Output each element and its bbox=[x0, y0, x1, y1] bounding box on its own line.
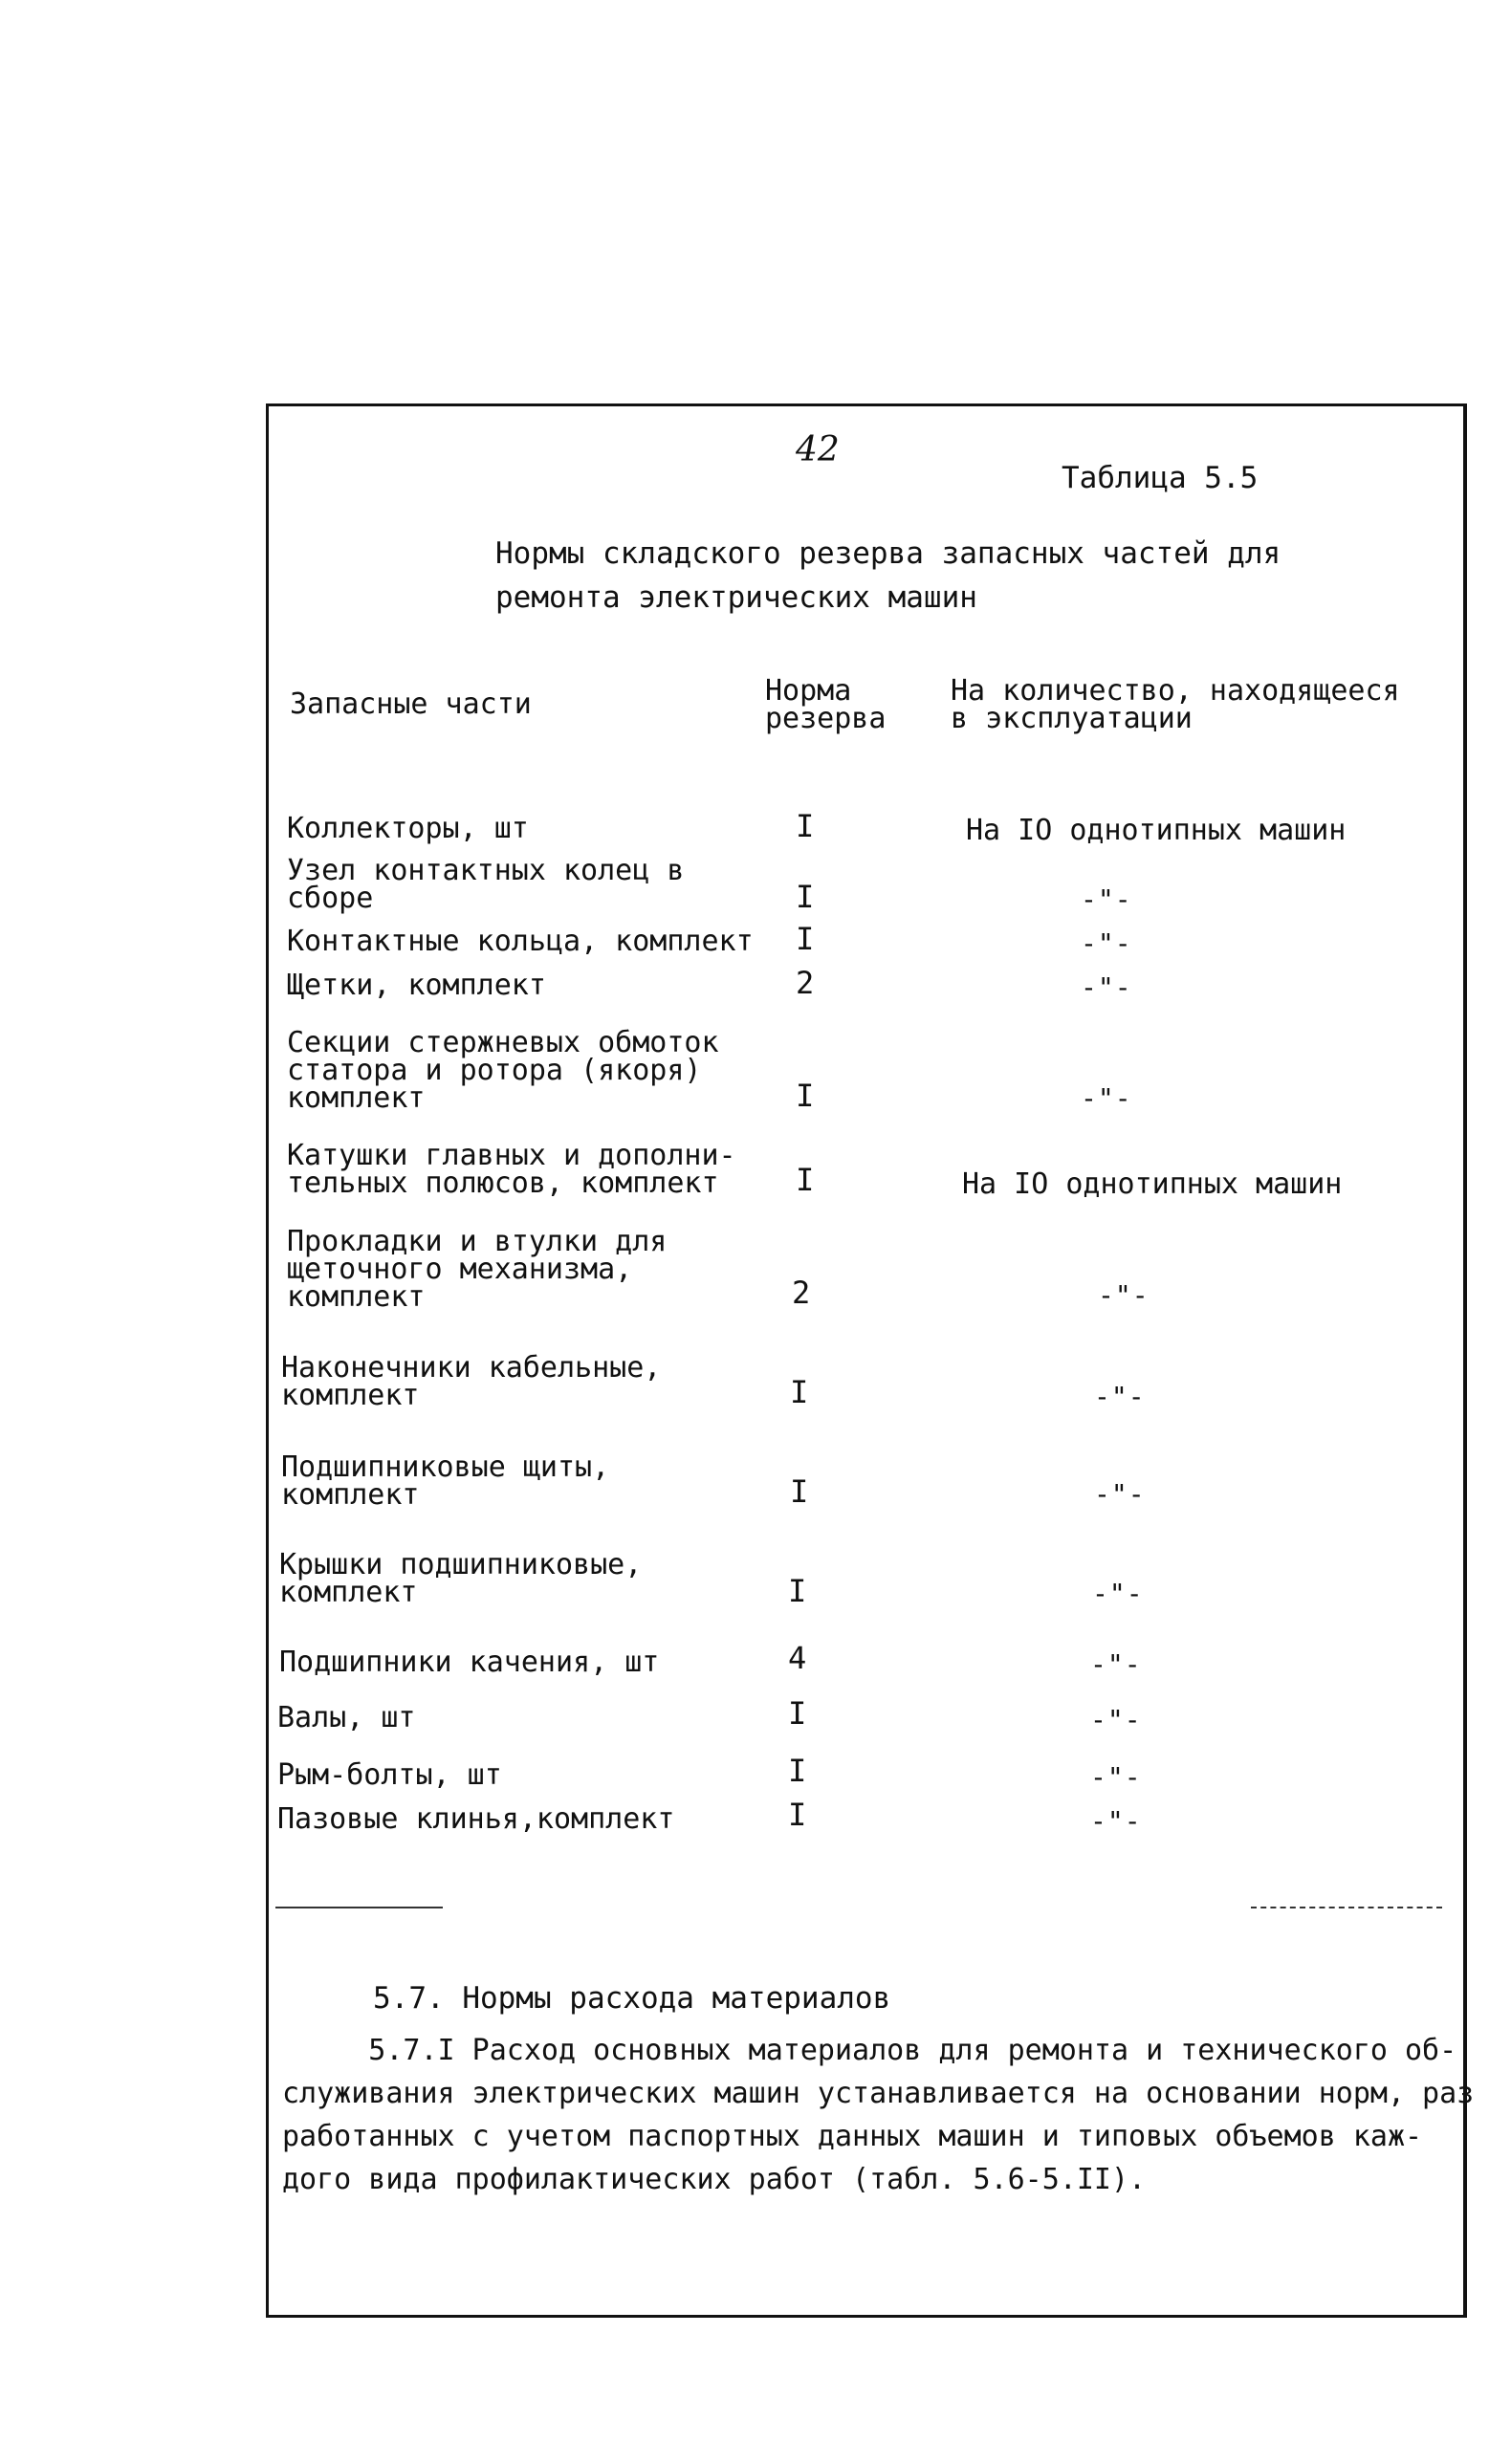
header-quantity: На количество, находящееся в эксплуатации bbox=[951, 674, 1400, 735]
part-name: Коллекторы, шт bbox=[287, 812, 529, 845]
qty-value: -"- bbox=[1081, 883, 1132, 915]
part-name: Секции стержневых обмоток статора и ротора (якоря) комплект bbox=[287, 1026, 719, 1115]
page-number: 42 bbox=[796, 430, 840, 469]
qty-value: -"- bbox=[1094, 1381, 1146, 1412]
part-name: Крышки подшипниковые, комплект bbox=[279, 1548, 643, 1609]
table-bottom-rule-right bbox=[1251, 1907, 1442, 1908]
norm-value: 2 bbox=[792, 1275, 811, 1311]
norm-value: I bbox=[796, 921, 815, 957]
part-name: Контактные кольца, комплект bbox=[287, 925, 754, 958]
header-parts: Запасные части bbox=[290, 687, 532, 721]
part-name: Рым-болты, шт bbox=[277, 1758, 502, 1792]
norm-value: 4 bbox=[788, 1640, 807, 1676]
table-title: Нормы складского резерва запасных частей для ремонта электрических машин bbox=[495, 536, 1281, 615]
norm-value: I bbox=[796, 879, 815, 915]
norm-value: I bbox=[796, 1078, 815, 1114]
part-name: Наконечники кабельные, комплект bbox=[281, 1351, 662, 1412]
qty-value: На IO однотипных машин bbox=[966, 814, 1347, 847]
qty-value: -"- bbox=[1081, 971, 1132, 1003]
part-name: Катушки главных и дополни- тельных полюсов, комплект bbox=[287, 1139, 736, 1200]
body-paragraph: 5.7.I Расход основных материалов для ремонта и технического об- служивания электрических машин устанавливается на основании норм, раз работанных с учетом паспортных данных машин и типовых объемов каж- дого вида профилактических работ (табл. 5.6-5.II). bbox=[282, 2034, 1475, 2196]
part-name: Пазовые клинья,комплект bbox=[277, 1802, 675, 1836]
norm-value: I bbox=[788, 1753, 807, 1789]
norm-value: I bbox=[796, 1162, 815, 1198]
qty-value: -"- bbox=[1090, 1704, 1142, 1735]
part-name: Узел контактных колец в сборе bbox=[287, 854, 685, 915]
part-name: Подшипники качения, шт bbox=[279, 1646, 660, 1679]
section-heading: 5.7. Нормы расхода материалов bbox=[373, 1981, 891, 2016]
header-norm: Норма резерва bbox=[765, 674, 887, 735]
qty-value: -"- bbox=[1092, 1578, 1144, 1609]
part-name: Щетки, комплект bbox=[287, 969, 546, 1002]
part-name: Подшипниковые щиты, комплект bbox=[281, 1450, 610, 1512]
qty-value: -"- bbox=[1090, 1761, 1142, 1793]
norm-value: I bbox=[788, 1695, 807, 1732]
qty-value: На IO однотипных машин bbox=[962, 1167, 1343, 1201]
qty-value: -"- bbox=[1098, 1279, 1150, 1311]
part-name: Валы, шт bbox=[277, 1701, 416, 1734]
qty-value: -"- bbox=[1081, 1082, 1132, 1114]
norm-value: 2 bbox=[796, 965, 815, 1001]
norm-value: I bbox=[788, 1573, 807, 1609]
norm-value: I bbox=[790, 1374, 809, 1410]
part-name: Прокладки и втулки для щеточного механизма, комплект bbox=[287, 1225, 668, 1314]
qty-value: -"- bbox=[1081, 927, 1132, 959]
qty-value: -"- bbox=[1090, 1648, 1142, 1680]
qty-value: -"- bbox=[1090, 1805, 1142, 1837]
table-bottom-rule-left bbox=[275, 1907, 443, 1908]
qty-value: -"- bbox=[1094, 1478, 1146, 1510]
norm-value: I bbox=[788, 1797, 807, 1833]
norm-value: I bbox=[796, 808, 815, 844]
norm-value: I bbox=[790, 1473, 809, 1510]
table-label: Таблица 5.5 bbox=[1062, 461, 1259, 495]
